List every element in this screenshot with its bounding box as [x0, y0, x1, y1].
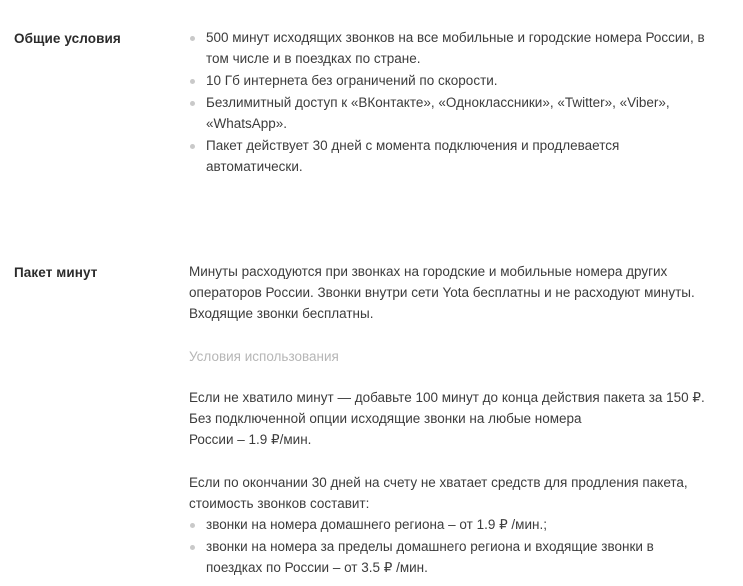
list-item: 500 минут исходящих звонков на все мобильные и городские номера России, в том числе и в поездках по стране.: [189, 28, 709, 70]
usage-conditions-heading: Условия использования: [189, 349, 339, 365]
general-conditions-list: [189, 28, 709, 177]
list-item: Безлимитный доступ к «ВКонтакте», «Одноклассники», «Twitter», «Viber», «WhatsApp».: [189, 93, 709, 135]
paragraph-spacer: [189, 451, 709, 473]
section-title-general: Общие условия: [14, 31, 121, 46]
minutes-pricing-list: [189, 515, 709, 579]
section-minutes-package: [14, 262, 713, 579]
section-general-conditions: [14, 28, 713, 178]
section-body-minutes: [189, 262, 709, 579]
list-item: Пакет действует 30 дней с момента подключения и продлевается автоматически.: [189, 136, 709, 178]
paragraph-1-line-1: Если не хватило минут — добавьте 100 минут до конца действия пакета за 150 ₽.: [189, 390, 705, 406]
paragraph-1-line-3: России – 1.9 ₽/мин.: [189, 431, 312, 447]
minutes-intro-text: Минуты расходуются при звонках на городские и мобильные номера других операторов России. Звонки внутри сети Yota бесплатны и не расходуют минуты. Входящие звонки бесплатны.: [189, 264, 695, 322]
list-item: 10 Гб интернета без ограничений по скорости.: [189, 71, 709, 92]
list-item: звонки на номера домашнего региона – от 1.9 ₽ /мин.;: [189, 515, 709, 536]
paragraph-1-line-2: Без подключенной опции исходящие звонки на любые номера: [189, 411, 582, 427]
paragraph-2-line-1: Если по окончании 30 дней на счету не хватает средств для продления пакета,: [189, 474, 688, 490]
minutes-paragraph-2: [189, 473, 709, 515]
section-body-general: [189, 28, 709, 178]
paragraph-2-line-2: стоимость звонков составит:: [189, 495, 370, 511]
section-spacer: [14, 178, 713, 262]
section-title-minutes: Пакет минут: [14, 265, 98, 281]
minutes-paragraph-1: [189, 388, 709, 451]
list-item: звонки на номера за пределы домашнего региона и входящие звонки в поездках по России – от 3.5 ₽ /мин.: [189, 537, 709, 579]
